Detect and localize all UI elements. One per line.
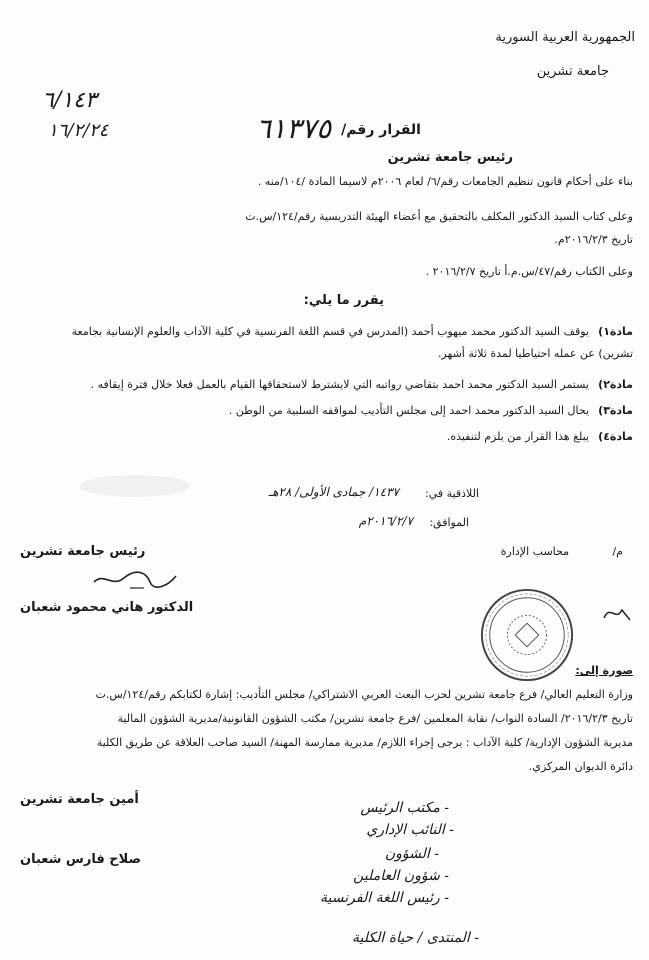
initials-mark bbox=[600, 598, 636, 628]
secretary-title: أمين جامعة تشرين bbox=[20, 792, 139, 807]
article-label: مادة٣) bbox=[598, 404, 633, 417]
handwritten-list-item: - الشؤون bbox=[384, 846, 439, 862]
decision-title: القرار رقم/ bbox=[341, 122, 421, 138]
secretary-name: صلاح فارس شعبان bbox=[20, 852, 142, 867]
letterhead-republic: الجمهورية العربية السورية bbox=[495, 30, 635, 45]
president-name: الدكتور هاني محمود شعبان bbox=[20, 600, 194, 615]
admin-accountant-label: محاسب الإدارة bbox=[500, 545, 569, 558]
resolves-heading: يقرر ما يلي: bbox=[303, 293, 384, 308]
article-text: تشرين) عن عمله احتياطيا لمدة ثلاثة أشهر. bbox=[437, 347, 633, 360]
date-greg-value: ٢٠١٦/٢/٧م bbox=[358, 514, 413, 528]
president-signature bbox=[90, 568, 180, 592]
issuer-heading: رئيس جامعة تشرين bbox=[387, 150, 513, 165]
letterhead-university: جامعة تشرين bbox=[536, 64, 609, 79]
article-label: مادة٢) bbox=[598, 378, 633, 391]
preamble-line: وعلى كتاب السيد الدكتور المكلف بالتحقيق مع أعضاء الهيئة التدريسية رقم/١٢٤/س.ت bbox=[245, 210, 633, 223]
article-text: يوقف السيد الدكتور محمد ميهوب أحمد (المدرس في قسم اللغة الفرنسية في كلية الآداب والعلوم الإنسانية بجامعة bbox=[71, 325, 589, 338]
preamble-line: تاريخ ٢٠١٦/٢/٣م. bbox=[554, 233, 633, 246]
date-hijri-value: ١٤٣٧/ جمادى الأولى/ ٢٨هـ bbox=[268, 485, 399, 499]
handwritten-list-item: - شؤون العاملين bbox=[353, 868, 449, 884]
handwritten-list-item: - مكتب الرئيس bbox=[360, 800, 449, 816]
university-seal bbox=[478, 586, 576, 684]
handwritten-list-item: - النائب الإداري bbox=[366, 822, 454, 838]
preamble-line: وعلى الكتاب رقم/٤٧/س.م.أ تاريخ ٢٠١٦/٢/٧ . bbox=[425, 265, 633, 278]
copies-line: دائرة الديوان المركزي. bbox=[528, 760, 633, 773]
handwritten-list-item: - المنتدى / حياة الكلية bbox=[352, 930, 479, 946]
president-title: رئيس جامعة تشرين bbox=[20, 544, 146, 559]
copies-line: وزارة التعليم العالي/ فرع جامعة تشرين لحزب البعث العربي الاشتراكي/ مجلس التأديب: إشارة لكتابكم رقم/١٢٤/س.ت bbox=[95, 688, 633, 701]
article-text: يبلغ هذا القرار من يلزم لتنفيذه. bbox=[446, 430, 589, 443]
preamble-line: بناء على أحكام قانون تنظيم الجامعات رقم/٦/ لعام ٢٠٠٦م لاسيما المادة /١٠٤/منه . bbox=[257, 175, 633, 188]
handwritten-ref-date: ١٦/٢/٢٤ bbox=[48, 120, 109, 141]
article-text: يستمر السيد الدكتور محمد احمد بتقاضي رواتبه التي لايشترط لاستحقاقها القيام بالعمل فعلا خلال فترة إيقافه . bbox=[90, 378, 589, 391]
handwritten-list-item: - رئيس اللغة الفرنسية bbox=[320, 890, 449, 906]
left-margin-label: م/ bbox=[612, 545, 623, 558]
article-text: يحال السيد الدكتور محمد احمد إلى مجلس التأديب لمواقفه السلبية من الوطن . bbox=[228, 404, 589, 417]
date-greg-label: الموافق: bbox=[429, 516, 469, 529]
handwritten-ref-number: ٦/١٤٣ bbox=[42, 88, 97, 113]
copies-heading: صورة إلى: bbox=[575, 664, 633, 677]
copies-line: مديرية الشؤون الإدارية/ كلية الآداب : يرجى إجراء اللازم/ مديرية ممارسة المهنة/ السيد صاحب العلاقة عن طريق الكلية bbox=[96, 736, 633, 749]
article-label: مادة١) bbox=[598, 325, 633, 338]
article-label: مادة٤) bbox=[598, 430, 633, 443]
date-hijri-label: اللاذقية في: bbox=[425, 487, 479, 500]
scan-smudge bbox=[80, 475, 190, 497]
copies-line: تاريخ ٢٠١٦/٢/٣/ السادة النواب/ نقابة المعلمين /فرع جامعة تشرين/ مكتب الشؤون القانونية/مديرية الشؤون المالية bbox=[117, 712, 633, 725]
decision-number: ٦١٣٧٥ bbox=[256, 112, 332, 145]
